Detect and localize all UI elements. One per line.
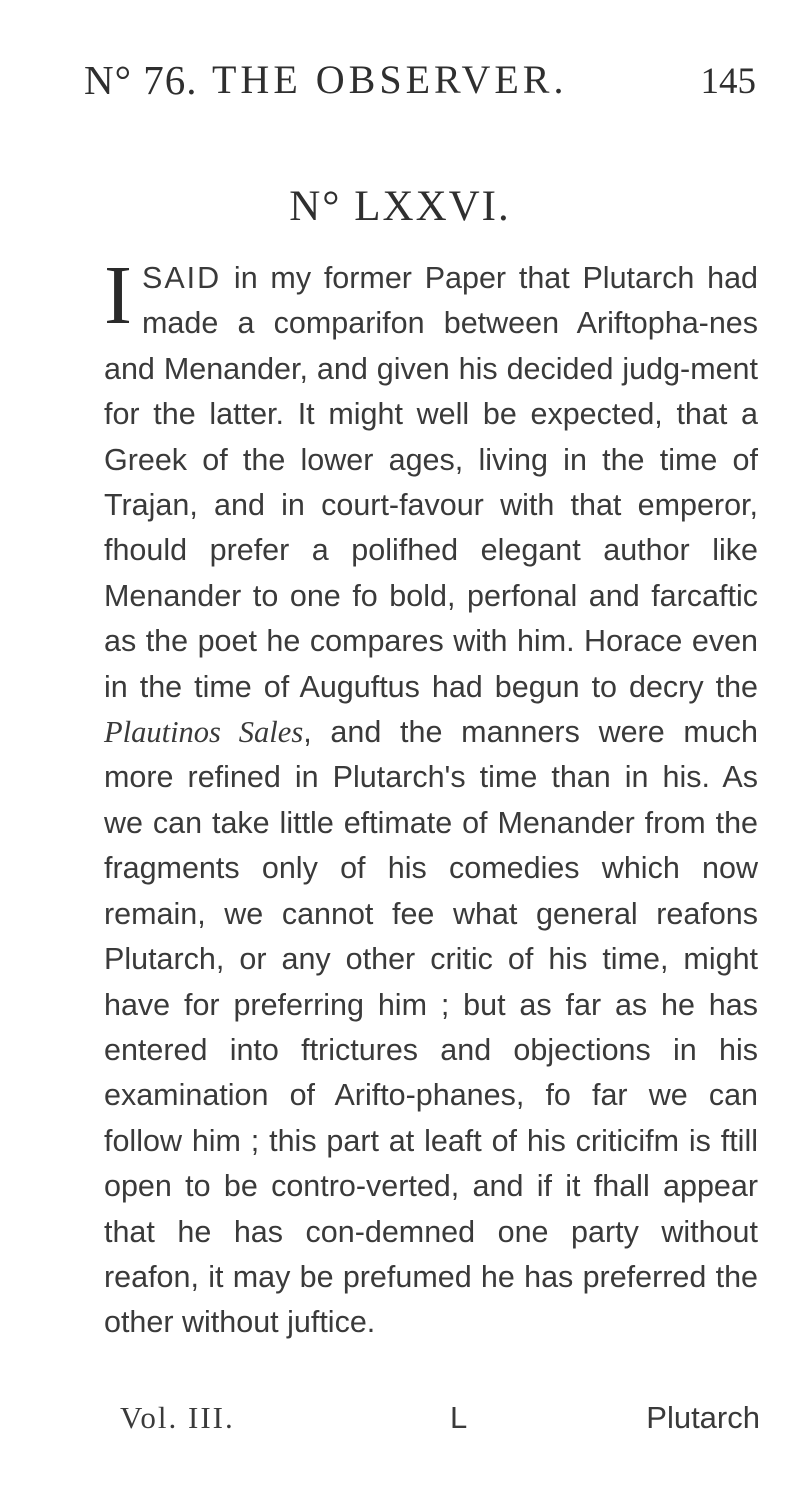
drop-cap: I	[104, 249, 132, 342]
signature-mark: L	[450, 1400, 468, 1435]
opening-word: SAID	[141, 261, 222, 295]
page-footer	[112, 1400, 760, 1448]
volume-label: Vol. III.	[120, 1400, 235, 1435]
running-head	[84, 56, 756, 116]
body-paragraph	[104, 249, 758, 1346]
essay-number-heading: N° LXXVI.	[289, 183, 511, 230]
italic-title: Plautinos Sales	[104, 715, 304, 750]
page-number: 145	[700, 61, 756, 102]
body-text-part-1: in my former Paper that Plutarch had made a comparifon between Ariftopha-nes and Menander, and given his decided judg-ment for the latter. It might well be expected, that a Greek of the lower ages, living in the time of Trajan, and in court-favour with that emperor, fhould prefer a polifhed elegant author like Menander to one fo bold, perfonal and farcaftic as the poet he compares with him. Horace even in the time of Auguftus had begun to decry the	[104, 261, 758, 704]
running-head-number: N° 76.	[84, 57, 198, 103]
body-text	[104, 249, 758, 1346]
running-head-title: THE OBSERVER.	[212, 57, 568, 102]
body-text-part-2: , and the manners were much more refined in Plutarch's time than in his. As we can take little eftimate of Menander from the fragments only of his comedies which now remain, we cannot fee what general reafons Plutarch, or any other critic of his time, might have for preferring him ; but as far as he has entered into ftrictures and objections in his examination of Arifto-phanes, fo far we can follow him ; this part at leaft of his criticifm is ftill open to be contro-verted, and if it fhall appear that he has con-demned one party without reafon, it may be prefumed he has preferred the other without juftice.	[104, 715, 758, 1340]
catchword: Plutarch	[646, 1400, 760, 1435]
